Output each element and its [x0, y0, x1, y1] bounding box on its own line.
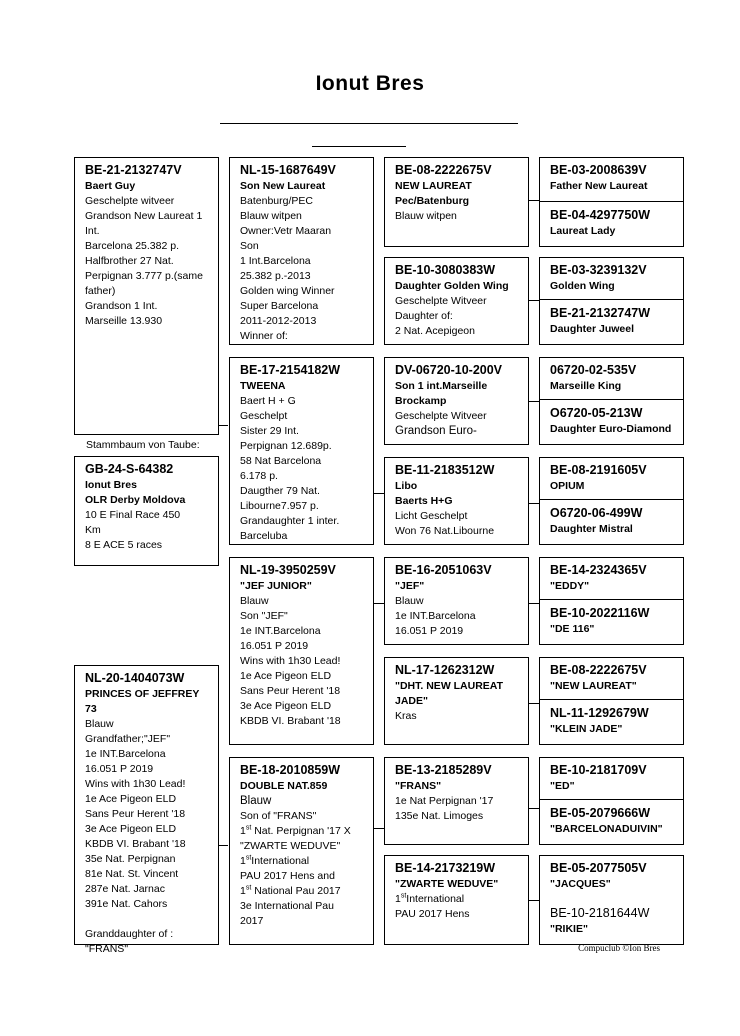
ring-number: O6720-05-213W	[550, 406, 643, 420]
ring-number: NL-19-3950259V	[240, 563, 336, 577]
pedigree-box-ggp-1	[384, 157, 529, 247]
box-divider	[540, 699, 683, 700]
ring-number: BE-08-2222675V	[550, 663, 647, 677]
title-underline	[220, 123, 518, 124]
info-line: Won 76 Nat.Libourne	[395, 525, 495, 537]
ring-number: BE-08-2191605V	[550, 463, 647, 477]
info-line: Perpignan 3.777 p.(same	[85, 270, 203, 282]
ring-number: BE-14-2173219W	[395, 861, 496, 875]
info-line: Daugther 79 Nat.	[240, 485, 320, 497]
pigeon-name-line2: Baerts H+G	[395, 495, 453, 507]
ring-number: BE-10-3080383W	[395, 263, 496, 277]
pigeon-name: "NEW LAUREAT"	[550, 680, 637, 692]
ring-number: BE-16-2051063V	[395, 563, 492, 577]
info-line: Blauw	[240, 795, 272, 807]
connector-line	[528, 808, 539, 809]
info-line: 2 Nat. Acepigeon	[395, 325, 475, 337]
ring-number: NL-20-1404073W	[85, 671, 185, 685]
info-line: Grandfather;"JEF"	[85, 733, 171, 745]
info-line: Grandson Euro-	[395, 425, 477, 437]
ring-number: BE-18-2010859W	[240, 763, 341, 777]
pedigree-box-ggp-5	[384, 557, 529, 645]
pedigree-box-ggp-7	[384, 757, 529, 845]
info-line: Barcelona 25.382 p.	[85, 240, 179, 252]
info-line: Licht Geschelpt	[395, 510, 468, 522]
info-line: 6.178 p.	[240, 470, 278, 482]
pedigree-box-gggp-3	[539, 357, 684, 445]
info-line: Wins with 1h30 Lead!	[85, 778, 186, 790]
pedigree-box-gggp-6	[539, 657, 684, 745]
pedigree-box-gggp-8	[539, 855, 684, 945]
pigeon-name: "KLEIN JADE"	[550, 723, 623, 735]
info-line: 3e Ace Pigeon ELD	[240, 700, 332, 712]
connector-line	[528, 900, 539, 901]
info-line: Km	[85, 524, 101, 536]
pigeon-name: Son 1 int.Marseille	[395, 380, 488, 392]
ring-number: BE-13-2185289V	[395, 763, 492, 777]
info-line: Kras	[395, 710, 417, 722]
pigeon-name: TWEENA	[240, 380, 286, 392]
pedigree-box-ggp-8	[384, 855, 529, 945]
pigeon-name: DOUBLE NAT.859	[240, 780, 328, 792]
info-line: Baert H + G	[240, 395, 296, 407]
connector-line	[218, 425, 228, 426]
pigeon-name-line2: Pec/Batenburg	[395, 195, 470, 207]
connector-line	[373, 828, 384, 829]
info-line: Sister 29 Int.	[240, 425, 299, 437]
info-line: 1st Nat. Perpignan '17 X	[240, 824, 351, 837]
connector-line	[218, 845, 228, 846]
info-line: 16.051 P 2019	[85, 763, 154, 775]
pedigree-box-granddam-2	[229, 757, 374, 945]
pedigree-box-gggp-4	[539, 457, 684, 545]
info-line: Perpignan 12.689p.	[240, 440, 332, 452]
info-line: Blauw witpen	[240, 210, 302, 222]
pigeon-name: NEW LAUREAT	[395, 180, 472, 192]
info-line: 16.051 P 2019	[395, 625, 464, 637]
pedigree-box-ggp-6	[384, 657, 529, 745]
ring-number: BE-04-4297750W	[550, 208, 651, 222]
ring-number: NL-15-1687649V	[240, 163, 336, 177]
box-divider	[540, 499, 683, 500]
ring-number: NL-17-1262312W	[395, 663, 495, 677]
info-line: PAU 2017 Hens and	[240, 870, 335, 882]
info-line: Owner:Vetr Maaran	[240, 225, 332, 237]
info-line: Halfbrother 27 Nat.	[85, 255, 174, 267]
info-line	[85, 912, 212, 927]
pigeon-name: "BARCELONADUIVIN"	[550, 823, 663, 835]
info-line: Blauw	[240, 595, 269, 607]
info-line: PAU 2017 Hens	[395, 908, 470, 920]
info-line: 1e INT.Barcelona	[240, 625, 321, 637]
pigeon-name: "DE 116"	[550, 623, 595, 635]
pedigree-box-gggp-7	[539, 757, 684, 845]
pigeon-name: "DHT. NEW LAUREAT	[395, 680, 504, 692]
connector-line	[528, 503, 539, 504]
info-line: Int.	[85, 225, 100, 237]
info-line: Blauw witpen	[395, 210, 457, 222]
ring-number: BE-03-3239132V	[550, 263, 647, 277]
info-line: 35e Nat. Perpignan	[85, 853, 176, 865]
pigeon-name: Daughter Juweel	[550, 323, 635, 335]
info-line: Geschelpte witveer	[85, 195, 175, 207]
info-line: 8 E ACE 5 races	[85, 539, 163, 551]
box-divider	[540, 299, 683, 300]
ring-number: GB-24-S-64382	[85, 462, 174, 476]
connector-line	[373, 493, 384, 494]
info-line: 58 Nat Barcelona	[240, 455, 322, 467]
pedigree-box-ggp-2	[384, 257, 529, 345]
pedigree-box-grandsire-2	[229, 557, 374, 745]
pigeon-name: Son New Laureat	[240, 180, 326, 192]
pigeon-name: "EDDY"	[550, 580, 590, 592]
info-line: Son "JEF"	[240, 610, 288, 622]
ring-number: BE-17-2154182W	[240, 363, 341, 377]
info-line: 2017	[240, 915, 264, 927]
info-line: Golden wing Winner	[240, 285, 335, 297]
pigeon-name: OPIUM	[550, 480, 585, 492]
pigeon-name: Daughter Euro-Diamond	[550, 423, 672, 435]
info-line: Wins with 1h30 Lead!	[240, 655, 341, 667]
pigeon-name: Golden Wing	[550, 280, 615, 292]
ring-number: BE-05-2077505V	[550, 861, 647, 875]
info-line: Libourne7.957 p.	[240, 500, 319, 512]
pigeon-name: Laureat Lady	[550, 225, 616, 237]
pigeon-name: "JEF JUNIOR"	[240, 580, 312, 592]
info-line: 1e Ace Pigeon ELD	[85, 793, 177, 805]
info-line: Winner of:	[240, 330, 288, 342]
info-line: 1stInternational	[395, 892, 465, 905]
ring-number: BE-21-2132747V	[85, 163, 182, 177]
info-line: Super Barcelona	[240, 300, 319, 312]
pigeon-name: Daughter Mistral	[550, 523, 633, 535]
info-line: Batenburg/PEC	[240, 195, 313, 207]
pedigree-box-granddam-1	[229, 357, 374, 545]
info-line: "FRANS"	[85, 943, 129, 955]
page-title: Ionut Bres	[315, 72, 425, 95]
info-line: Granddaughter of :	[85, 928, 174, 940]
info-line: Geschelpt	[240, 410, 288, 422]
info-line: KBDB VI. Brabant '18	[240, 715, 341, 727]
info-line: father)	[85, 285, 116, 297]
pigeon-name: Daughter Golden Wing	[395, 280, 509, 292]
connector-line	[528, 200, 539, 201]
info-line: Grandaughter 1 inter.	[240, 515, 340, 527]
connector-line	[528, 300, 539, 301]
title-underline-short	[312, 146, 406, 147]
info-line: Grandson 1 Int.	[85, 300, 158, 312]
pigeon-name: PRINCES OF JEFFREY 73	[85, 688, 200, 715]
info-line: 3e International Pau	[240, 900, 334, 912]
info-line: Barceluba	[240, 530, 288, 542]
info-line: Marseille 13.930	[85, 315, 163, 327]
ring-number: BE-21-2132747W	[550, 306, 651, 320]
ring-number: BE-10-2181709V	[550, 763, 647, 777]
footer-credit: Compuclub ©Ion Bres	[578, 943, 660, 953]
pigeon-name: "JACQUES"	[550, 878, 611, 890]
pedigree-box-grandsire-1	[229, 157, 374, 345]
info-line: 81e Nat. St. Vincent	[85, 868, 179, 880]
pedigree-box-ggp-4	[384, 457, 529, 545]
pigeon-name: "ED"	[550, 780, 575, 792]
info-line: 1e INT.Barcelona	[85, 748, 166, 760]
info-line: Grandson New Laureat 1	[85, 210, 203, 222]
info-line: 1e Nat Perpignan '17	[395, 795, 494, 807]
info-line: 391e Nat. Cahors	[85, 898, 168, 910]
info-line: Sans Peur Herent '18	[240, 685, 341, 697]
info-line: 3e Ace Pigeon ELD	[85, 823, 177, 835]
info-line: 1st National Pau 2017	[240, 884, 341, 897]
ring-number: DV-06720-10-200V	[395, 363, 503, 377]
info-line: KBDB VI. Brabant '18	[85, 838, 186, 850]
info-line: 25.382 p.-2013	[240, 270, 311, 282]
pigeon-name: "JEF"	[395, 580, 425, 592]
box-divider	[540, 201, 683, 202]
ring-number: BE-05-2079666W	[550, 806, 651, 820]
info-line: "ZWARTE WEDUVE"	[240, 840, 341, 852]
info-line: Son	[240, 240, 259, 252]
connector-line	[528, 703, 539, 704]
pigeon-name: "FRANS"	[395, 780, 442, 792]
pigeon-name: Marseille King	[550, 380, 622, 392]
ring-number: BE-08-2222675V	[395, 163, 492, 177]
box-divider	[540, 599, 683, 600]
pedigree-box-sire	[74, 157, 219, 435]
ring-number: NL-11-1292679W	[550, 706, 649, 720]
connector-line	[528, 401, 539, 402]
info-line: Son of "FRANS"	[240, 810, 317, 822]
pedigree-box-gggp-2	[539, 257, 684, 345]
info-line: 1stInternational	[240, 854, 310, 867]
info-line: Blauw	[85, 718, 114, 730]
info-line: Daughter of:	[395, 310, 453, 322]
connector-line	[373, 603, 384, 604]
pigeon-name: Baert Guy	[85, 180, 136, 192]
pigeon-name: Ionut Bres	[85, 479, 137, 491]
box-divider	[540, 399, 683, 400]
pigeon-name-line2: OLR Derby Moldova	[85, 494, 186, 506]
pigeon-name: "ZWARTE WEDUVE"	[395, 878, 499, 890]
ring-number: O6720-06-499W	[550, 506, 643, 520]
ring-number: 06720-02-535V	[550, 363, 637, 377]
pigeon-name: Father New Laureat	[550, 180, 648, 192]
info-line: 16.051 P 2019	[240, 640, 309, 652]
ring-number: BE-14-2324365V	[550, 563, 647, 577]
info-line: 1 Int.Barcelona	[240, 255, 311, 267]
info-line: 1e INT.Barcelona	[395, 610, 476, 622]
pedigree-box-ggp-3	[384, 357, 529, 445]
box-divider	[540, 799, 683, 800]
pedigree-box-subject	[74, 456, 219, 566]
info-line: Sans Peur Herent '18	[85, 808, 186, 820]
ring-number: BE-10-2181644W	[550, 906, 650, 920]
ring-number: BE-11-2183512W	[395, 463, 495, 477]
info-line: 2011-2012-2013	[240, 315, 317, 327]
info-line: Geschelpte Witveer	[395, 295, 487, 307]
info-line: 10 E Final Race 450	[85, 509, 181, 521]
info-line: 287e Nat. Jarnac	[85, 883, 165, 895]
ring-number: BE-03-2008639V	[550, 163, 647, 177]
info-line: 1e Ace Pigeon ELD	[240, 670, 332, 682]
pigeon-name: Libo	[395, 480, 418, 492]
pedigree-box-gggp-1	[539, 157, 684, 247]
pigeon-name-line2: Brockamp	[395, 395, 447, 407]
subject-caption: Stammbaum von Taube:	[86, 439, 200, 451]
pedigree-box-gggp-5	[539, 557, 684, 645]
connector-line	[528, 603, 539, 604]
info-line: Geschelpte Witveer	[395, 410, 487, 422]
ring-number: BE-10-2022116W	[550, 606, 650, 620]
info-line: Blauw	[395, 595, 424, 607]
info-line: 135e Nat. Limoges	[395, 810, 484, 822]
pedigree-box-dam	[74, 665, 219, 955]
pigeon-name: "RIKIE"	[550, 923, 588, 935]
pigeon-name-line2: JADE"	[395, 695, 428, 707]
